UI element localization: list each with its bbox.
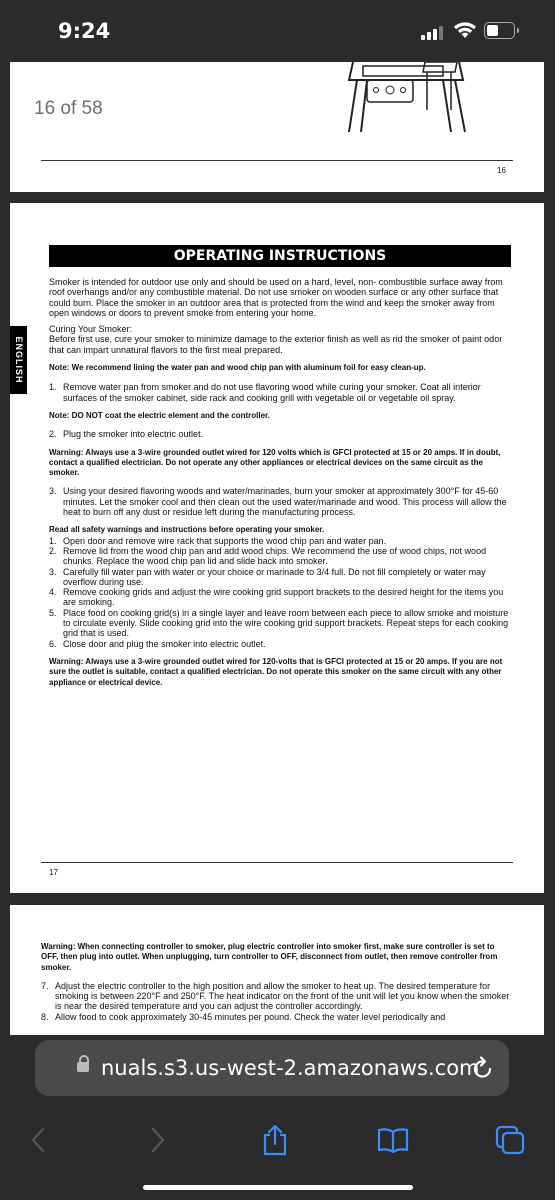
document-page-17 [10,203,544,893]
note-element: Note: DO NOT coat the electric element and the controller. [49,410,270,420]
share-icon [262,1124,288,1156]
language-tab [10,326,27,394]
page-number: 16 [497,166,506,175]
home-indicator [143,1185,413,1190]
note-foil: Note: We recommend lining the water pan and wood chip pan with aluminum foil for easy clean-up. [49,363,426,373]
battery-icon [484,22,515,39]
list-item: 2. Remove lid from the wood chip pan and add wood chips. We recommend the use of wood chips, not wood chunks. Replace the wood chip pan lid and slide back into smoker. [49,545,487,567]
curing-title: Curing Your Smoker: [49,324,133,335]
list-item: 8. Allow food to cook approximately 30-45 minutes per pound. Check the water level periodically and [41,1011,446,1022]
clock: 9:24 [58,19,111,43]
section-heading: OPERATING INSTRUCTIONS [49,245,511,267]
list-item: 7. Adjust the electric controller to the high position and allow the smoker to heat up. The desired temperature for smoking is between 220°F and 250°F. The heat indicator on the front of the unit will let you know when the smoker is near the desired temperature and you can adjust the controller accordingly. [41,980,510,1012]
list-item: 1. Open door and remove wire rack that supports the wood chip pan and water pan. [49,535,387,546]
wifi-icon [453,21,477,39]
curing-paragraph: Before first use, cure your smoker to minimize damage to the exterior finish as well as rid the smoker of paint odor that can impart unnatural flavors to the first meal prepared. [49,334,503,355]
document-page-18 [10,905,544,1035]
page-number: 17 [49,868,58,877]
status-bar [0,0,555,62]
list-item: 4. Remove cooking grids and adjust the wire cooking grid support brackets to the desired height for the items you are smoking. [49,587,504,608]
list-item: 5. Place food on cooking grid(s) in a single layer and leave room between each piece to allow smoke and moisture to circulate evenly. Slide cooking grid into the wire cooking grid support brackets. Repeat steps for each cooking grid that is used. [49,607,509,639]
tabs-button[interactable] [490,1122,530,1158]
step-text: Plug the smoker into electric outlet. [63,429,204,440]
page-body [41,942,511,1022]
curing-step-2 [49,429,510,439]
page-rule [41,160,513,161]
chevron-left-icon [30,1127,46,1153]
warning-circuit: Warning: Always use a 3-wire grounded outlet wired for 120-volts that is GFCI protected at 15 or 20 amps. If you are not sure the outlet is suitable, contact a qualified electrician. Do not operate this smoker on the same circuit with any other appliance or electrical device. [49,656,503,687]
address-bar[interactable] [35,1040,509,1096]
document-page-16 [10,62,544,192]
step-text: Remove water pan from smoker and do not use flavoring wood while curing your smoker. Coat all interior surfaces of the smoker cabinet, side rack and cooking grill with vegetable oil or vegetable oil spray. [63,382,481,403]
step-number: 2. [49,429,57,440]
warning-controller: Warning: When connecting controller to smoker, plug electric controller into smoker first, make sure controller is set to OFF, then plug into outlet. When unplugging, turn controller to OFF, disconnect from outlet, then remove controller from smoker. [41,942,498,972]
page-rule [41,862,513,863]
browser-bottom-bar [0,1037,555,1200]
share-button[interactable] [255,1122,295,1158]
page-counter: 16 of 58 [34,98,103,119]
step-text: Using your desired flavoring woods and water/marinades, burn your smoker at approximately 300°F for 45-60 minutes. Let the smoker cool and then clean out the used water/marinade and wood. This process will allow the heat to burn off any dust or residue left during the manufacturing process. [63,486,507,518]
url-text: nuals.s3.us-west-2.amazonaws.com [101,1056,480,1080]
cellular-signal-icon [421,24,447,40]
chevron-right-icon [150,1127,166,1153]
operating-steps [49,536,510,649]
smoker-illustration [343,62,473,134]
bookmarks-button[interactable] [373,1122,413,1158]
list-item: 6. Close door and plug the smoker into electric outlet. [49,638,266,649]
warning-outlet: Warning: Always use a 3-wire grounded outlet wired for 120 volts which is GFCI protected at 15 or 20 amps. If in doubt, contact a qualified electrician. Do not operate any other appliances or electrical devices on the same circuit as the smoker. [49,447,501,478]
curing-step-1 [49,382,510,403]
book-icon [377,1127,409,1153]
page-body [49,277,510,688]
step-number: 3. [49,486,57,497]
intro-paragraph: Smoker is intended for outdoor use only and should be used on a hard, level, non- combustible surface away from roof overhangs and/or any combustible material. Do not use smoker on wooden surface or any other surface that could burn. Place the smoker in an outdoor area that is protected from the wind and keep the smoker away from open windows or doors to prevent smoke from entering your home. [49,277,503,318]
list-item: 3. Carefully fill water pan with water or your choice or marinade to 3/4 full. Do not fill completely or water may overflow during use. [49,566,486,587]
forward-button[interactable] [138,1122,178,1158]
language-label: ENGLISH [13,336,24,384]
lock-icon [77,1062,89,1072]
tabs-icon [495,1125,525,1155]
reload-icon[interactable] [471,1055,495,1081]
back-button[interactable] [18,1122,58,1158]
read-all-warnings: Read all safety warnings and instructions before operating your smoker. [49,525,325,535]
curing-step-3 [49,486,510,517]
step-number: 1. [49,382,57,393]
